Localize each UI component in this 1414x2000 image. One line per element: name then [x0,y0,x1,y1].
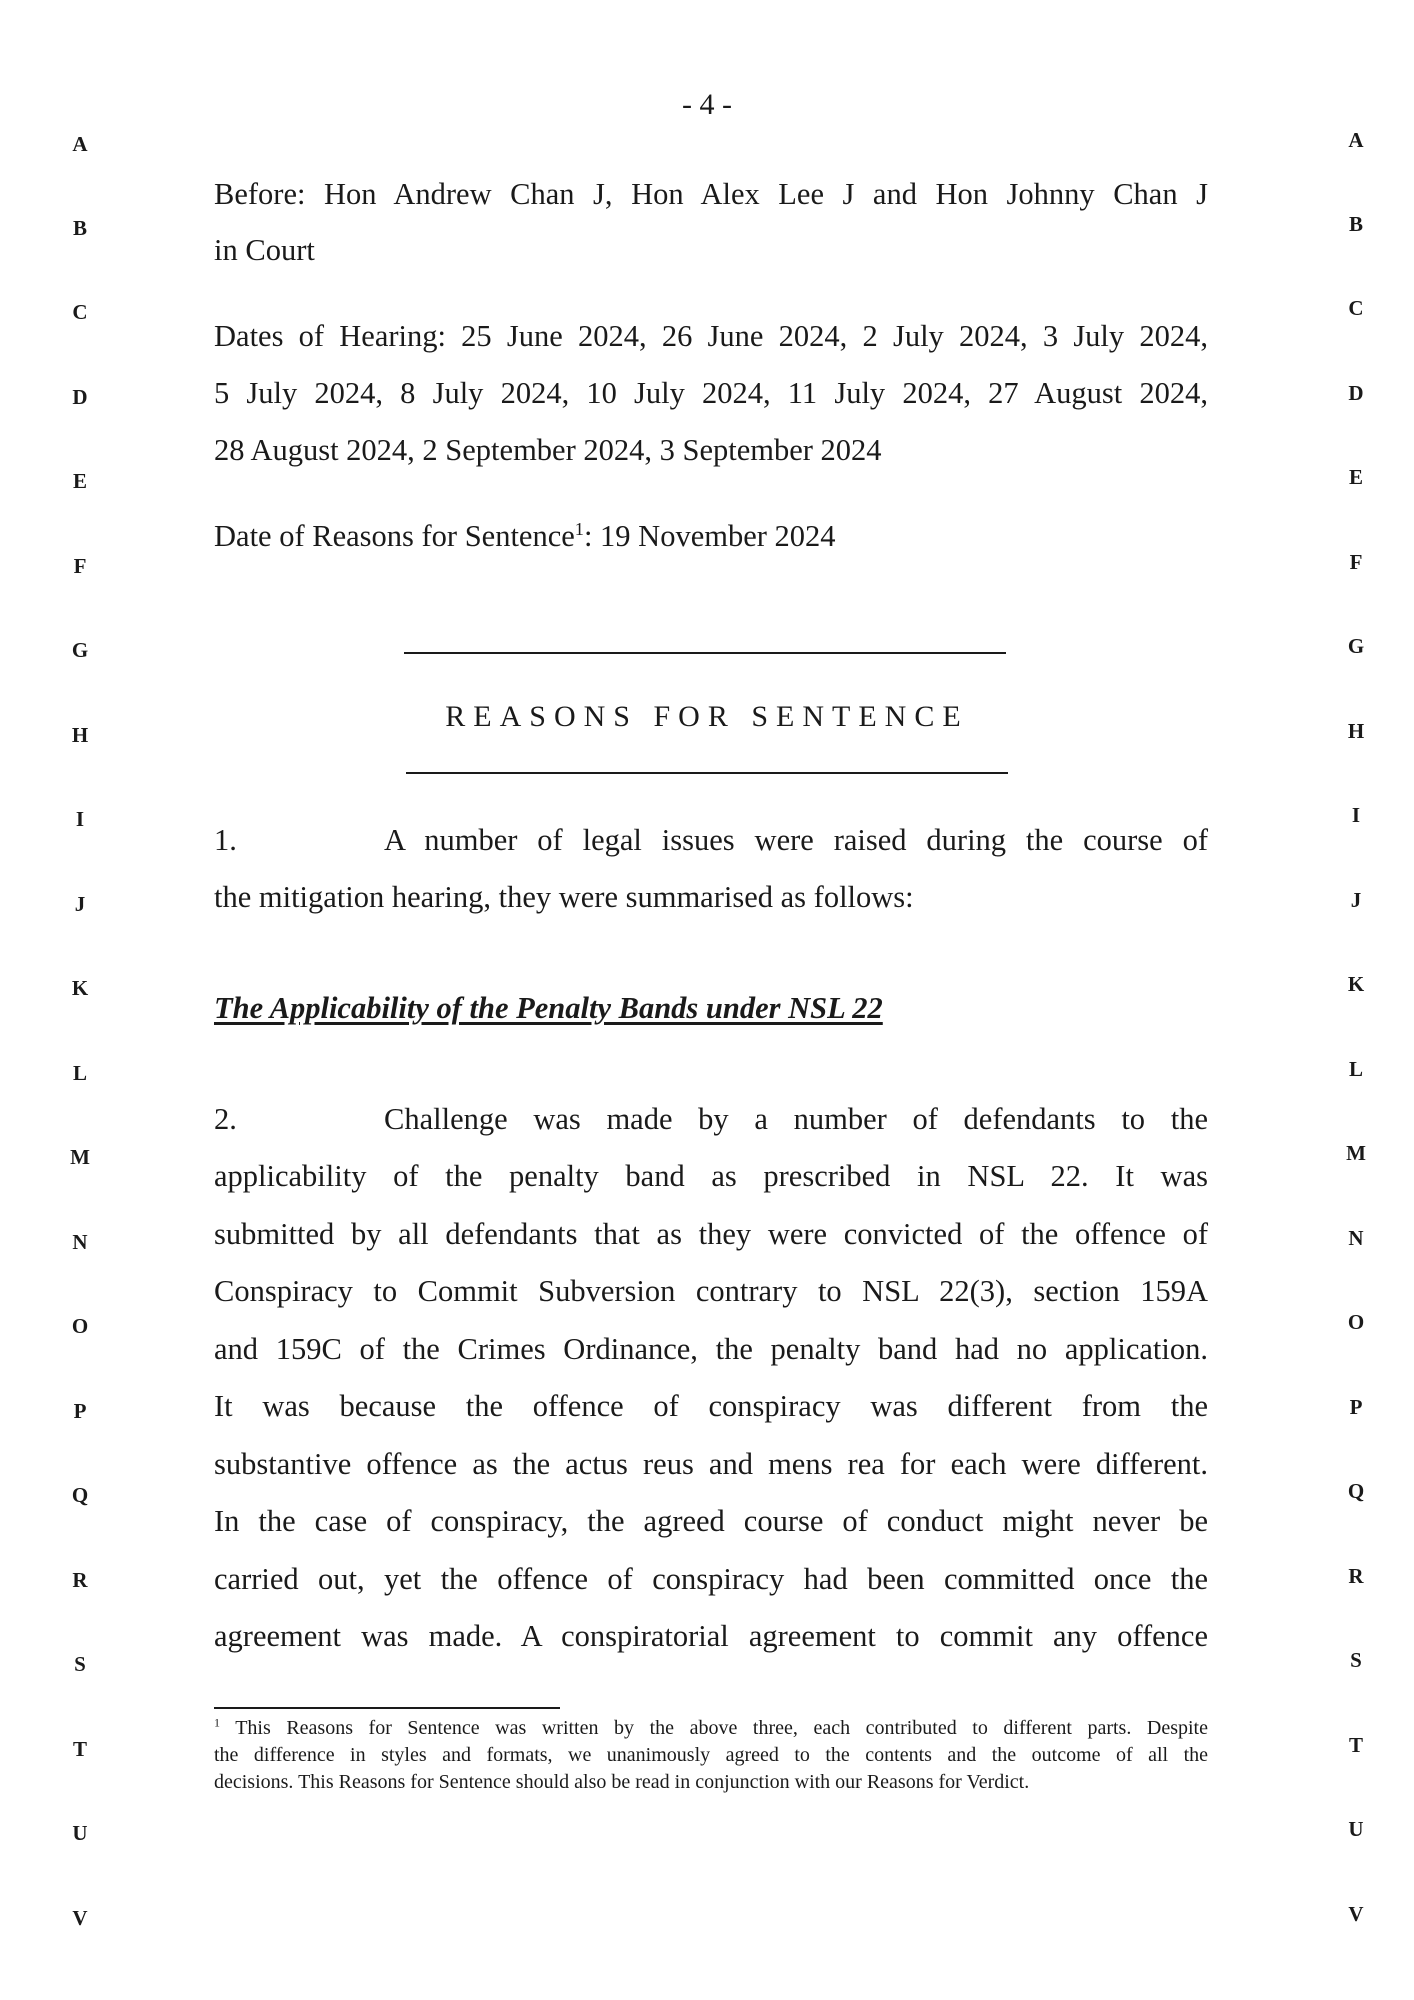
margin-letter: A [72,132,88,156]
paragraph-1-line: the mitigation hearing, they were summarised as follows: [214,880,914,914]
hearing-dates-line: 28 August 2024, 2 September 2024, 3 September 2024 [214,433,882,467]
paragraph-2-line: It was because the offence of conspiracy was different from the [214,1389,1208,1423]
margin-letter: T [72,1737,87,1761]
title-top-rule [404,652,1006,654]
margin-letter: Q [71,1483,89,1507]
margin-letter: L [1348,1057,1363,1081]
paragraph-2-line: In the case of conspiracy, the agreed course of conduct might never be [214,1504,1208,1538]
margin-letter: K [1347,972,1365,996]
section-title: REASONS FOR SENTENCE [445,700,969,733]
reasons-date-value: : 19 November 2024 [583,519,836,553]
margin-letter: B [72,216,87,240]
paragraph-2-line: applicability of the penalty band as prescribed in NSL 22. It was [214,1159,1208,1193]
margin-letter: Q [1347,1479,1365,1503]
section-heading: The Applicability of the Penalty Bands under NSL 22 [214,991,883,1025]
reasons-date-label: Date of Reasons for Sentence [214,519,575,553]
margin-letter: L [72,1061,87,1085]
paragraph-2-line: agreement was made. A conspiratorial agreement to commit any offence [214,1619,1208,1653]
footnote-text: This Reasons for Sentence was written by the above three, each contributed to different parts. Despite [235,1717,1208,1739]
margin-letter: I [1351,803,1361,827]
margin-letter: K [71,976,89,1000]
margin-letter: C [1348,296,1364,320]
margin-letter: T [1348,1733,1363,1757]
margin-letter: G [71,638,89,662]
footnote-line: decisions. This Reasons for Sentence should also be read in conjunction with our Reasons for Verdict. [214,1771,1030,1793]
margin-letter: M [70,1145,90,1169]
title-bottom-rule [406,772,1008,774]
paragraph-number: 1. [214,823,237,857]
paragraph-2-line: submitted by all defendants that as they were convicted of the offence of [214,1217,1208,1251]
margin-letter: D [1348,381,1364,405]
before-line-continued: in Court [214,233,315,267]
margin-letter: P [1349,1395,1363,1419]
left-margin-letters [60,0,100,2000]
margin-letter: H [1347,719,1365,743]
margin-letter: H [71,723,89,747]
margin-letter: S [1350,1648,1362,1672]
margin-letter: A [1348,128,1364,152]
paragraph-2-line: carried out, yet the offence of conspiracy had been committed once the [214,1562,1208,1596]
margin-letter: S [74,1652,86,1676]
footnote-separator [214,1707,560,1709]
footnote-line: the difference in styles and formats, we unanimously agreed to the contents and the outcome of all the [214,1744,1208,1766]
paragraph-2-line: and 159C of the Crimes Ordinance, the penalty band had no application. [214,1332,1208,1366]
margin-letter: E [1348,465,1363,489]
paragraph-1-first-line [214,822,1208,858]
right-margin-letters [1336,0,1376,2000]
before-line: Before: Hon Andrew Chan J, Hon Alex Lee J and Hon Johnny Chan J [214,177,1208,211]
margin-letter: V [1348,1902,1364,1926]
margin-letter: U [1348,1817,1364,1841]
margin-letter: C [72,300,88,324]
margin-letter: B [1348,212,1363,236]
footnote-ref: 1 [574,518,584,539]
page-number: - 4 - [682,88,732,121]
hearing-dates-line: Dates of Hearing: 25 June 2024, 26 June 2024, 2 July 2024, 3 July 2024, [214,319,1208,353]
margin-letter: F [73,554,87,578]
margin-letter: O [1347,1310,1365,1334]
margin-letter: J [74,892,86,916]
paragraph-text: Challenge was made by a number of defendants to the [384,1102,1208,1136]
margin-letter: E [72,469,87,493]
margin-letter: U [72,1821,88,1845]
margin-letter: V [72,1906,88,1930]
margin-letter: M [1346,1141,1366,1165]
paragraph-2-line: substantive offence as the actus reus and mens rea for each were different. [214,1447,1208,1481]
reasons-date-line [214,518,1208,554]
margin-letter: N [72,1230,88,1254]
hearing-dates-line: 5 July 2024, 8 July 2024, 10 July 2024, 11 July 2024, 27 August 2024, [214,376,1208,410]
paragraph-2-line: Conspiracy to Commit Subversion contrary to NSL 22(3), section 159A [214,1274,1208,1308]
margin-letter: N [1348,1226,1364,1250]
margin-letter: D [72,385,88,409]
margin-letter: O [71,1314,89,1338]
margin-letter: P [73,1399,87,1423]
footnote-marker: 1 [214,1715,220,1730]
paragraph-number: 2. [214,1102,237,1136]
paragraph-text: A number of legal issues were raised during the course of [384,823,1208,857]
paragraph-2-first-line [214,1101,1208,1137]
footnote-line [214,1716,1208,1740]
margin-letter: R [1348,1564,1364,1588]
margin-letter: G [1347,634,1365,658]
margin-letter: J [1350,888,1362,912]
margin-letter: R [72,1568,88,1592]
margin-letter: F [1349,550,1363,574]
margin-letter: I [75,807,85,831]
